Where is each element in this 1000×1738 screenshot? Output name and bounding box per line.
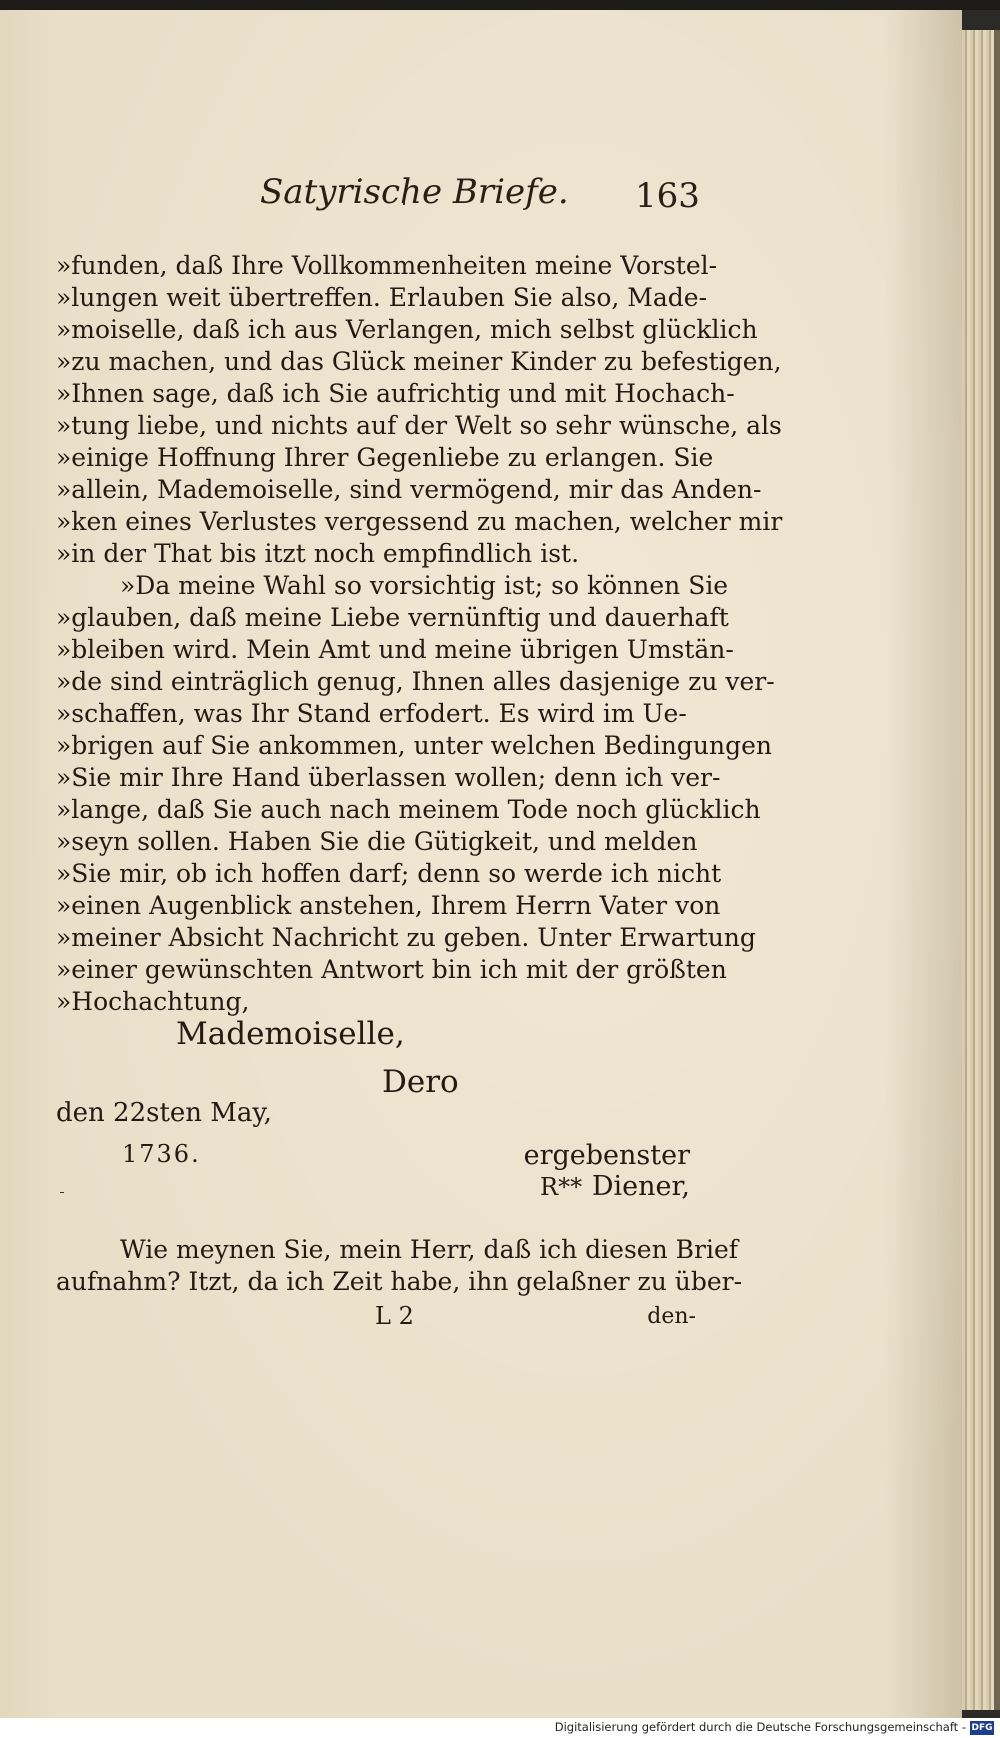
text-line: »lungen weit übertreffen. Erlauben Sie also, Made- <box>56 283 708 312</box>
text-line: »meiner Absicht Nachricht zu geben. Unter Erwartung <box>56 923 756 952</box>
text-line: aufnahm? Itzt, da ich Zeit habe, ihn gelaßner zu über- <box>56 1267 743 1296</box>
letter-date: den 22sten May, <box>56 1098 272 1128</box>
text-line: »Hochachtung, <box>56 987 250 1016</box>
scan-top-edge <box>0 0 1000 10</box>
letter-signature: ergebenster Diener, <box>523 1140 690 1202</box>
text-line: »einige Hoffnung Ihrer Gegenliebe zu erlangen. Sie <box>56 443 714 472</box>
text-line: »Sie mir Ihre Hand überlassen wollen; denn ich ver- <box>56 763 721 792</box>
text-line: »ken eines Verlustes vergessend zu machen, welcher mir <box>56 507 783 536</box>
text-line: »brigen auf Sie ankommen, unter welchen Bedingungen <box>56 731 773 760</box>
text-line: »tung liebe, und nichts auf der Welt so sehr wünsche, als <box>56 411 782 440</box>
text-line: »in der That bis itzt noch empfindlich ist. <box>56 539 580 568</box>
catchword: den- <box>647 1304 696 1329</box>
text-line: »glauben, daß meine Liebe vernünftig und dauerhaft <box>56 603 729 632</box>
text-line: »lange, daß Sie auch nach meinem Tode noch glücklich <box>56 795 761 824</box>
digitization-credit: Digitalisierung gefördert durch die Deutsche Forschungsgemeinschaft - <box>554 1720 966 1734</box>
text-line: »einen Augenblick anstehen, Ihrem Herrn Vater von <box>56 891 721 920</box>
running-head: Satyrische Briefe. <box>260 172 569 212</box>
text-line: »seyn sollen. Haben Sie die Gütigkeit, und melden <box>56 827 698 856</box>
text-line: »bleiben wird. Mein Amt und meine übrigen Umstän- <box>56 635 734 664</box>
text-line: »Da meine Wahl so vorsichtig ist; so können Sie <box>120 571 729 600</box>
closing-salutation: Mademoiselle, <box>176 1016 405 1052</box>
text-line: »zu machen, und das Glück meiner Kinder zu befestigen, <box>56 347 782 376</box>
text-line: »de sind einträglich genug, Ihnen alles dasjenige zu ver- <box>56 667 775 696</box>
text-line: »Ihnen sage, daß ich Sie aufrichtig und mit Hochach- <box>56 379 735 408</box>
text-line: Wie meynen Sie, mein Herr, daß ich diesen Brief <box>120 1235 738 1264</box>
dfg-logo-icon: DFG <box>971 1723 993 1733</box>
text-line: »schaffen, was Ihr Stand erfodert. Es wird im Ue- <box>56 699 687 728</box>
page-number: 163 <box>635 176 700 216</box>
page-stack-edge <box>962 30 1000 1710</box>
letter-year: 1736. <box>122 1140 201 1168</box>
printer-signature-mark: L 2 <box>375 1302 414 1330</box>
narrative-text <box>56 1234 743 1298</box>
text-line: »Sie mir, ob ich hoffen darf; denn so werde ich nicht <box>56 859 722 888</box>
text-line: »funden, daß Ihre Vollkommenheiten meine Vorstel- <box>56 251 718 280</box>
text-line: »moiselle, daß ich aus Verlangen, mich selbst glücklich <box>56 315 758 344</box>
closing-dero: Dero <box>382 1064 459 1100</box>
text-line: »allein, Mademoiselle, sind vermögend, mir das Anden- <box>56 475 762 504</box>
signature-initials: R** <box>540 1173 583 1201</box>
text-line: »einer gewünschten Antwort bin ich mit der größten <box>56 955 727 984</box>
letter-body <box>56 250 783 1018</box>
